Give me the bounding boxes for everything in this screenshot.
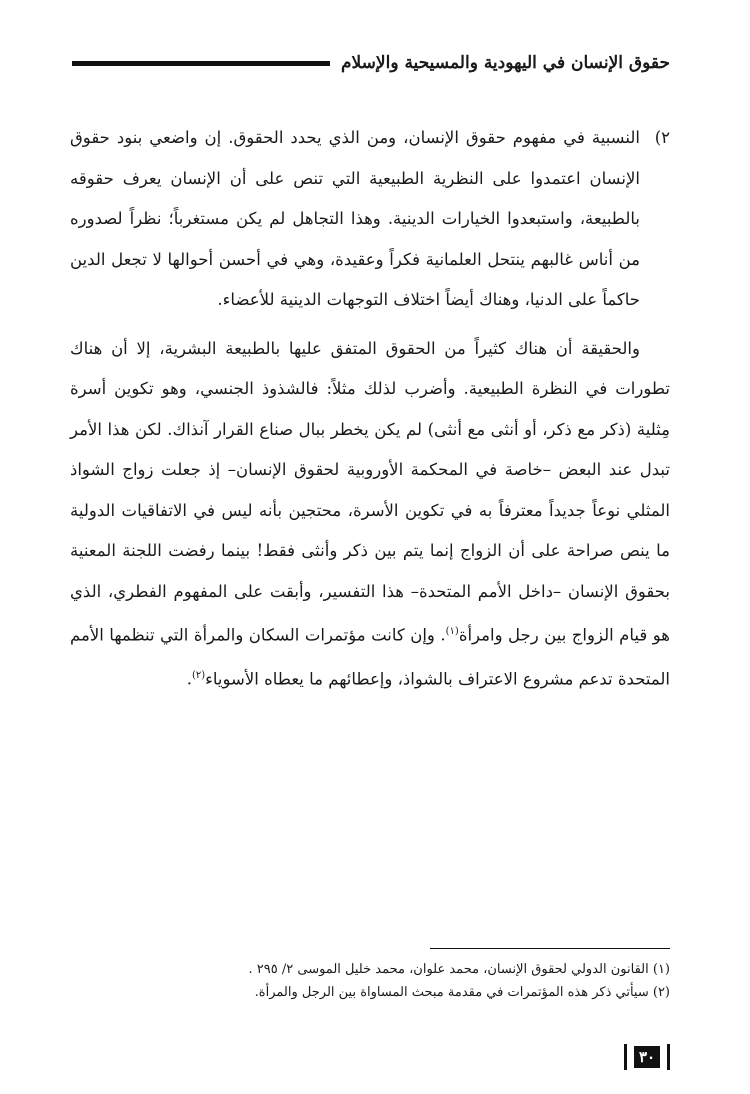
page-number: ٣٠ bbox=[634, 1046, 660, 1068]
numbered-paragraph bbox=[70, 118, 670, 321]
page-number-box bbox=[624, 1044, 670, 1070]
footnote-ref-2[interactable]: (٢) bbox=[191, 670, 206, 681]
footnote-divider bbox=[430, 948, 670, 949]
header-rule bbox=[72, 61, 330, 66]
paragraph-2-text: والحقيقة أن هناك كثيراً من الحقوق المتفق عليها بالطبيعة البشرية، إلا أن هناك تطورات في النظرة الطبيعية. وأضرب لذلك مثلاً: فالشذوذ الجنسي، وهو تكوين أسرة مِثلية (ذكر مع ذكر، أو أنثى مع أنثى) لم يكن يخطر ببال صناع القرار آنذاك. لكن هذا الأمر تبدل عند البعض –خاصة في المحكمة الأوروبية لحقوق الإنسان– إذ جعلت زواج الشواذ المثلي نوعاً جديداً معترفاً به في تكوين الأسرة، محتجين بأنه ليس في الاتفاقيات الدولية ما ينص صراحة على أن الزواج إنما يتم بين ذكر وأنثى فقط! بينما رفضت اللجنة المعنية بحقوق الإنسان –داخل الأمم المتحدة– هذا التفسير، وأبقت على المفهوم الفطري، الذي هو قيام الزواج بين رجل وامرأة bbox=[70, 338, 670, 645]
paragraph-2-text-end: . وإن كانت مؤتمرات السكان والمرأة التي تنظمها الأمم المتحدة تدعم مشروع الاعتراف بالشواذ، وإعطائهم ما يعطاه الأسوياء bbox=[70, 625, 670, 689]
footnote-2: (٢) سيأتي ذكر هذه المؤتمرات في مقدمة مبحث المساواة بين الرجل والمرأة. bbox=[254, 985, 670, 1000]
paragraph-2 bbox=[70, 329, 670, 701]
header-title: حقوق الإنسان في اليهودية والمسيحية والإسلام bbox=[340, 53, 670, 73]
paragraph-1: النسبية في مفهوم حقوق الإنسان، ومن الذي يحدد الحقوق. إن واضعي بنود حقوق الإنسان اعتمدوا على النظرية الطبيعية التي تنص على أن الإنسان يعرف حقوقه بالطبيعة، واستبعدوا الخيارات الدينية. وهذا التجاهل لم يكن مستغرباً؛ نظراً لصدوره من أناس غالبهم ينتحل العلمانية فكراً وعقيدة، وهي في أحسن أحوالها لا تجعل الدين حاكماً على الدنيا، وهناك أيضاً اختلاف التوجهات الدينية للأعضاء. bbox=[70, 128, 640, 309]
item-number: ٢) bbox=[654, 128, 670, 147]
paragraph-2-final: . bbox=[186, 669, 192, 689]
running-header bbox=[72, 50, 670, 80]
footnote-1: (١) القانون الدولي لحقوق الإنسان، محمد علوان، محمد خليل الموسى ٢/ ٢٩٥ . bbox=[248, 962, 670, 977]
footnotes bbox=[70, 958, 670, 1004]
main-text bbox=[70, 118, 670, 700]
footnote-ref-1[interactable]: (١) bbox=[445, 626, 459, 637]
